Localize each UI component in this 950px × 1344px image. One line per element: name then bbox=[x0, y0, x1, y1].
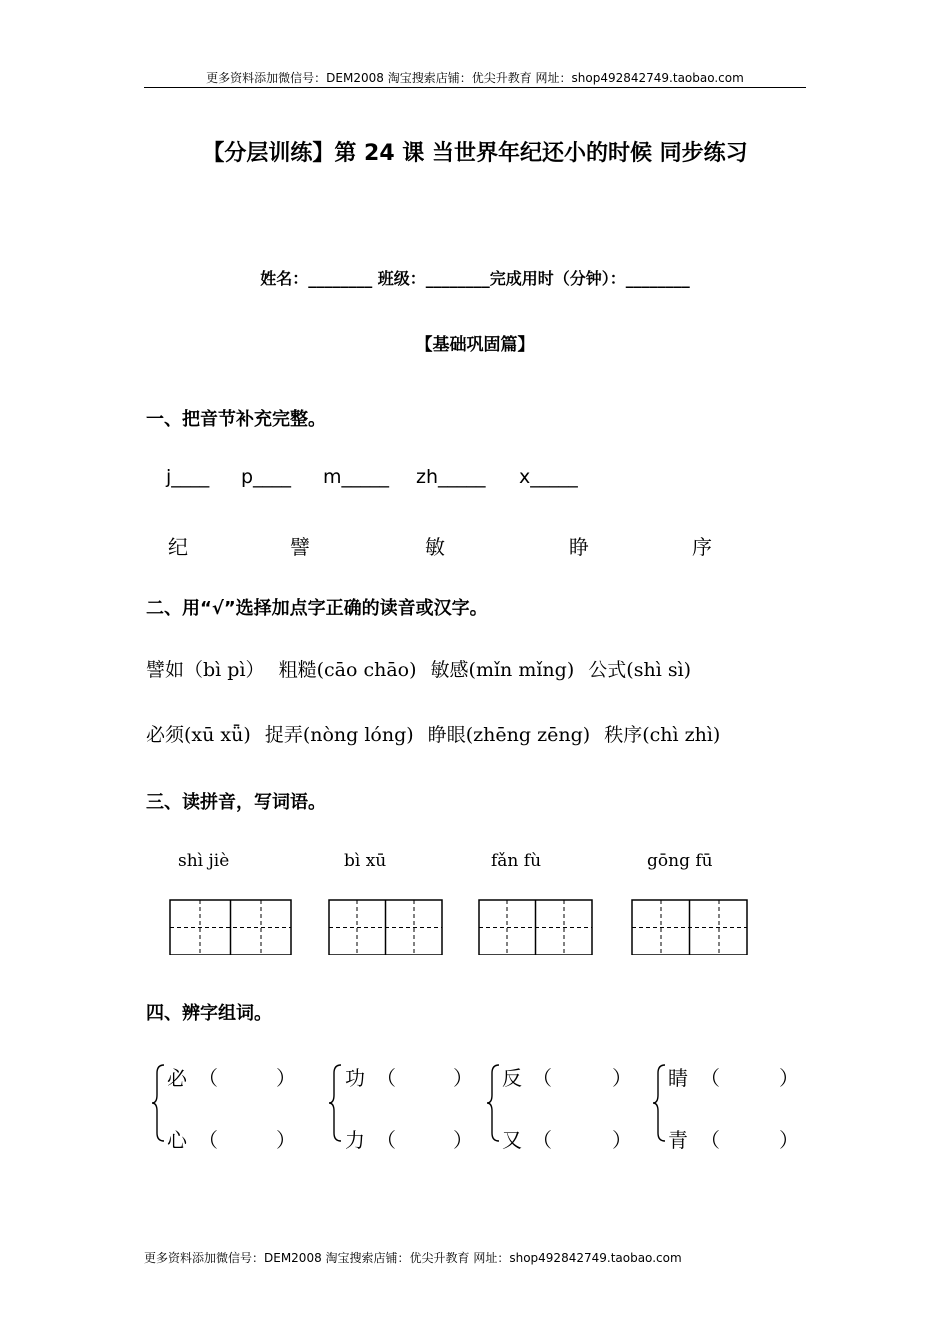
paren-close: ） bbox=[612, 1066, 632, 1090]
page-header: 更多资料添加微信号：DEM2008 淘宝搜索店铺：优尖升教育 网址：shop492842749.taobao.com bbox=[206, 71, 744, 85]
writing-grid[interactable] bbox=[169, 899, 293, 955]
reading-item: 公式(shì sì) bbox=[588, 659, 692, 681]
pinyin-label: bì xū bbox=[344, 851, 387, 871]
brace-icon bbox=[651, 1063, 669, 1143]
page-title: 【分层训练】第 24 课 当世界年纪还小的时候 同步练习 bbox=[202, 141, 748, 166]
writing-grid[interactable] bbox=[631, 899, 749, 955]
reading-row-1 bbox=[146, 655, 699, 682]
reading-item: 秩序(chì zhì) bbox=[604, 724, 721, 746]
syllable-blank: x_____ bbox=[519, 466, 578, 488]
paren-close: ） bbox=[276, 1128, 296, 1152]
pinyin-label: shì jiè bbox=[178, 851, 230, 871]
paren-open: （ bbox=[376, 1066, 396, 1090]
char-bottom: 心 bbox=[167, 1128, 187, 1152]
paren-close: ） bbox=[779, 1128, 799, 1152]
syllable-blank: p____ bbox=[241, 466, 292, 488]
char-top: 功 bbox=[345, 1066, 365, 1090]
brace-icon bbox=[327, 1063, 345, 1143]
writing-grid[interactable] bbox=[328, 899, 444, 955]
q1-heading: 一、把音节补充完整。 bbox=[146, 409, 326, 430]
pinyin-label: gōng fū bbox=[647, 851, 713, 871]
section-label: 【基础巩固篇】 bbox=[415, 335, 535, 355]
paren-open: （ bbox=[532, 1128, 552, 1152]
paren-close: ） bbox=[453, 1066, 473, 1090]
reading-item: 捉弄(nòng lóng) bbox=[264, 724, 414, 746]
char-top: 必 bbox=[167, 1066, 187, 1090]
q4-heading: 四、辨字组词。 bbox=[146, 1003, 272, 1024]
hint-char: 序 bbox=[692, 535, 712, 559]
char-top: 反 bbox=[502, 1066, 522, 1090]
header-divider bbox=[144, 87, 806, 88]
paren-open: （ bbox=[700, 1066, 720, 1090]
paren-close: ） bbox=[453, 1128, 473, 1152]
paren-open: （ bbox=[532, 1066, 552, 1090]
brace-icon bbox=[150, 1063, 168, 1143]
hint-char: 敏 bbox=[425, 535, 445, 559]
reading-item: 睁眼(zhēng zēng) bbox=[427, 724, 591, 746]
brace-icon bbox=[485, 1063, 503, 1143]
char-top: 睛 bbox=[668, 1066, 688, 1090]
paren-close: ） bbox=[276, 1066, 296, 1090]
char-bottom: 青 bbox=[668, 1128, 688, 1152]
student-info-line: 姓名：________ 班级：________完成用时（分钟）：________ bbox=[260, 269, 690, 288]
syllable-blank: zh_____ bbox=[416, 466, 486, 488]
reading-item: 粗糙(cāo chāo) bbox=[278, 659, 417, 681]
page-footer: 更多资料添加微信号：DEM2008 淘宝搜索店铺：优尖升教育 网址：shop492842749.taobao.com bbox=[144, 1251, 682, 1265]
paren-open: （ bbox=[700, 1128, 720, 1152]
char-bottom: 力 bbox=[345, 1128, 365, 1152]
paren-open: （ bbox=[198, 1066, 218, 1090]
hint-char: 纪 bbox=[168, 535, 188, 559]
reading-item: 敏感(mǐn mǐng) bbox=[430, 659, 575, 681]
q3-heading: 三、读拼音，写词语。 bbox=[146, 792, 326, 813]
reading-item: 必须(xū xǖ) bbox=[146, 724, 251, 746]
reading-row-2 bbox=[146, 720, 728, 747]
syllable-blank: m_____ bbox=[323, 466, 390, 488]
paren-open: （ bbox=[198, 1128, 218, 1152]
q2-heading: 二、用“√”选择加点字正确的读音或汉字。 bbox=[146, 598, 488, 619]
paren-close: ） bbox=[779, 1066, 799, 1090]
hint-char: 譬 bbox=[290, 535, 310, 559]
char-bottom: 又 bbox=[502, 1128, 522, 1152]
pinyin-label: fǎn fù bbox=[491, 851, 542, 871]
hint-char: 睁 bbox=[569, 535, 589, 559]
writing-grid[interactable] bbox=[478, 899, 594, 955]
paren-open: （ bbox=[376, 1128, 396, 1152]
reading-item: 譬如（bì pì） bbox=[146, 659, 265, 681]
syllable-blank: j____ bbox=[166, 466, 210, 488]
paren-close: ） bbox=[612, 1128, 632, 1152]
